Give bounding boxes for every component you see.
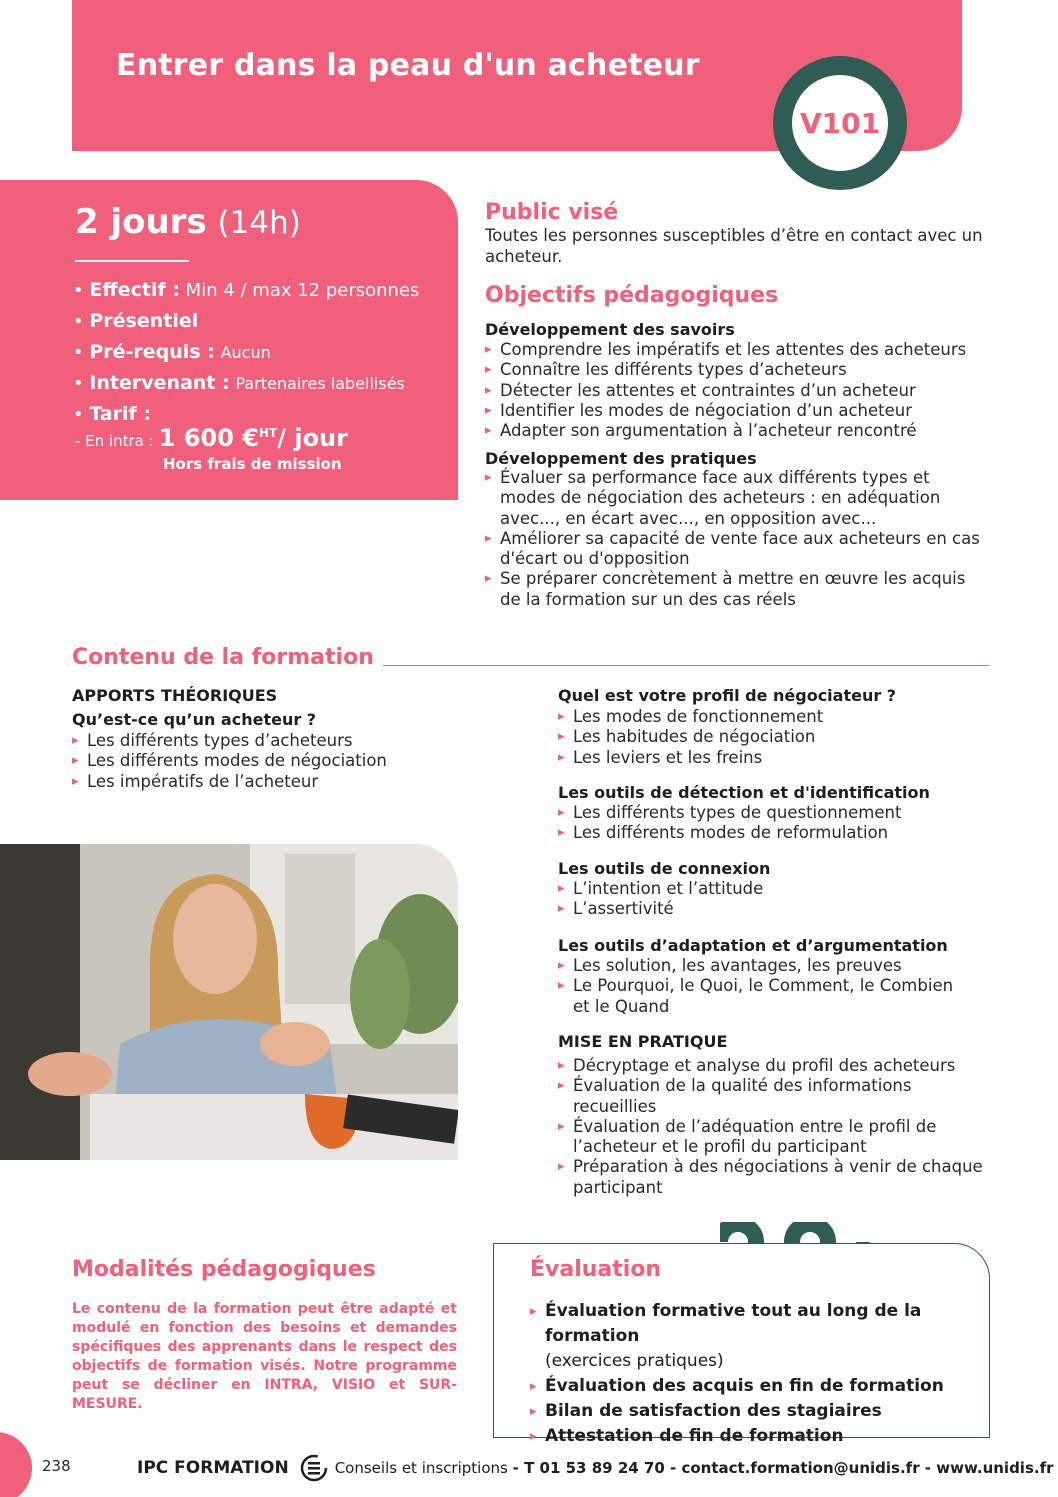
- info-effectif: • Effectif : Min 4 / max 12 personnes: [73, 279, 420, 301]
- duration-hours: (14h): [217, 205, 301, 241]
- meeting-photo: [0, 844, 458, 1160]
- duration-days: 2 jours: [75, 202, 207, 242]
- public-title: Public visé: [485, 200, 619, 225]
- contenu-divider: [383, 665, 989, 666]
- footer-label: Conseils et inscriptions: [334, 1459, 508, 1477]
- evaluation-title: Évaluation: [530, 1257, 662, 1282]
- info-intervenant: • Intervenant : Partenaires labellisés: [73, 372, 405, 394]
- list-item: ▸ Les solution, les avantages, les preuves: [558, 956, 968, 976]
- public-text: Toutes les personnes susceptibles d’être en contact avec un acheteur.: [485, 226, 983, 266]
- list-item: ▸ Les habitudes de négociation: [558, 727, 988, 747]
- effectif-label: Effectif :: [89, 279, 180, 301]
- ipc-logo-icon: [299, 1453, 329, 1483]
- pratique-list: [558, 1056, 988, 1198]
- price-sup: HT: [258, 426, 278, 440]
- duration: [75, 202, 301, 242]
- page-title: Entrer dans la peau d'un acheteur: [116, 48, 700, 83]
- evaluation-list: [530, 1299, 980, 1449]
- prerequis-label: Pré-requis :: [89, 341, 215, 363]
- list-item: ▸ Bilan de satisfaction des stagiaires: [530, 1399, 980, 1424]
- list-item: ▸ L’assertivité: [558, 899, 988, 919]
- modalites-title: Modalités pédagogiques: [72, 1257, 376, 1282]
- acheteur-title: Qu’est-ce qu’un acheteur ?: [72, 710, 317, 729]
- list-item: ▸ Attestation de fin de formation: [530, 1424, 980, 1449]
- footer: [137, 1453, 1054, 1483]
- savoirs-title: Développement des savoirs: [485, 320, 735, 339]
- adaptation-list: [558, 956, 968, 1017]
- contenu-title: Contenu de la formation: [72, 645, 374, 670]
- info-tarif: • Tarif :: [73, 403, 152, 425]
- intra-label: - En intra :: [75, 432, 154, 450]
- savoirs-list: [485, 340, 995, 441]
- evaluation-item-1-note: (exercices pratiques): [545, 1351, 724, 1371]
- course-code-badge: [773, 56, 907, 190]
- list-item: ▸ Connaître les différents types d’acheteurs: [485, 360, 995, 380]
- photo-illustration: [0, 844, 458, 1160]
- footer-brand: IPC FORMATION: [137, 1458, 289, 1478]
- connexion-list: [558, 879, 988, 920]
- prerequis-value: Aucun: [220, 343, 271, 362]
- info-list: [73, 275, 419, 430]
- acheteur-list: [72, 731, 472, 792]
- list-item: ▸ Les leviers et les freins: [558, 748, 988, 768]
- list-item: [530, 1299, 980, 1374]
- list-item: ▸ Les différents modes de négociation: [72, 751, 472, 771]
- list-item: ▸ Évaluation de la qualité des informations recueillies: [558, 1076, 988, 1117]
- list-item: ▸ Adapter son argumentation à l’acheteur rencontré: [485, 421, 995, 441]
- price-unit: / jour: [277, 424, 348, 452]
- list-item: ▸ Évaluation de l’adéquation entre le profil de l’acheteur et le profil du participant: [558, 1117, 988, 1158]
- intervenant-label: Intervenant :: [89, 372, 230, 394]
- list-item: ▸ Améliorer sa capacité de vente face aux acheteurs en cas d'écart ou d'opposition: [485, 529, 985, 570]
- list-item: ▸ Préparation à des négociations à venir de chaque participant: [558, 1157, 988, 1198]
- list-item: ▸ Détecter les attentes et contraintes d’un acheteur: [485, 381, 995, 401]
- list-item: ▸ Les modes de fonctionnement: [558, 707, 988, 727]
- effectif-value: Min 4 / max 12 personnes: [185, 280, 420, 301]
- connexion-title: Les outils de connexion: [558, 859, 771, 878]
- course-code: V101: [799, 106, 881, 140]
- list-item: ▸ Identifier les modes de négociation d’un acheteur: [485, 401, 995, 421]
- price-amount: 1 600 €: [158, 424, 259, 452]
- page-number: 238: [42, 1457, 71, 1475]
- profil-list: [558, 707, 988, 768]
- duration-underline: [75, 260, 189, 262]
- objectifs-title: Objectifs pédagogiques: [485, 283, 779, 308]
- intervenant-value: Partenaires labellisés: [235, 374, 405, 393]
- tarif-label: Tarif :: [89, 403, 152, 425]
- pratique-title: MISE EN PRATIQUE: [558, 1032, 728, 1051]
- list-item: ▸ Se préparer concrètement à mettre en œuvre les acquis de la formation sur un des cas réels: [485, 569, 985, 610]
- info-prerequis: • Pré-requis : Aucun: [73, 341, 271, 363]
- pratiques-list: [485, 468, 985, 610]
- pratiques-title: Développement des pratiques: [485, 449, 757, 468]
- footer-contact: - T 01 53 89 24 70 - contact.formation@unidis.fr - www.unidis.fr: [512, 1459, 1054, 1477]
- profil-title: Quel est votre profil de négociateur ?: [558, 686, 897, 705]
- detection-list: [558, 803, 988, 844]
- list-item: ▸ Le Pourquoi, le Quoi, le Comment, le Combien et le Quand: [558, 976, 968, 1017]
- list-item: ▸ Les différents types d’acheteurs: [72, 731, 472, 751]
- price-row: [75, 424, 348, 452]
- page-dot: [0, 1432, 32, 1497]
- adaptation-title: Les outils d’adaptation et d’argumentation: [558, 936, 948, 955]
- list-item: ▸ Les impératifs de l’acheteur: [72, 772, 472, 792]
- list-item: ▸ Les différents types de questionnement: [558, 803, 988, 823]
- apports-title: APPORTS THÉORIQUES: [72, 686, 278, 705]
- detection-title: Les outils de détection et d'identification: [558, 783, 930, 802]
- list-item: ▸ Décryptage et analyse du profil des acheteurs: [558, 1056, 988, 1076]
- info-box: [0, 180, 458, 500]
- list-item: ▸ Évaluation des acquis en fin de formation: [530, 1374, 980, 1399]
- list-item: ▸ Les différents modes de reformulation: [558, 823, 988, 843]
- price: [159, 424, 348, 452]
- hors-frais: Hors frais de mission: [163, 455, 342, 473]
- list-item: ▸ L’intention et l’attitude: [558, 879, 988, 899]
- info-presentiel: • Présentiel: [73, 310, 199, 332]
- list-item: ▸ Évaluer sa performance face aux différents types et modes de négociation des acheteurs : en adéquation avec..., en écart avec..., en opposition avec...: [485, 468, 985, 529]
- evaluation-item-1: Évaluation formative tout au long de la formation: [545, 1301, 922, 1346]
- modalites-text: Le contenu de la formation peut être adapté et modulé en fonction des besoins et demandes spécifiques des apprenants dans le respect des objectifs de formation visés. Notre programme peut se décliner en INTRA, VISIO et SUR-MESURE.: [72, 1301, 457, 1412]
- list-item: ▸ Comprendre les impératifs et les attentes des acheteurs: [485, 340, 995, 360]
- presentiel-label: Présentiel: [89, 310, 199, 332]
- evaluation-box: [493, 1243, 990, 1446]
